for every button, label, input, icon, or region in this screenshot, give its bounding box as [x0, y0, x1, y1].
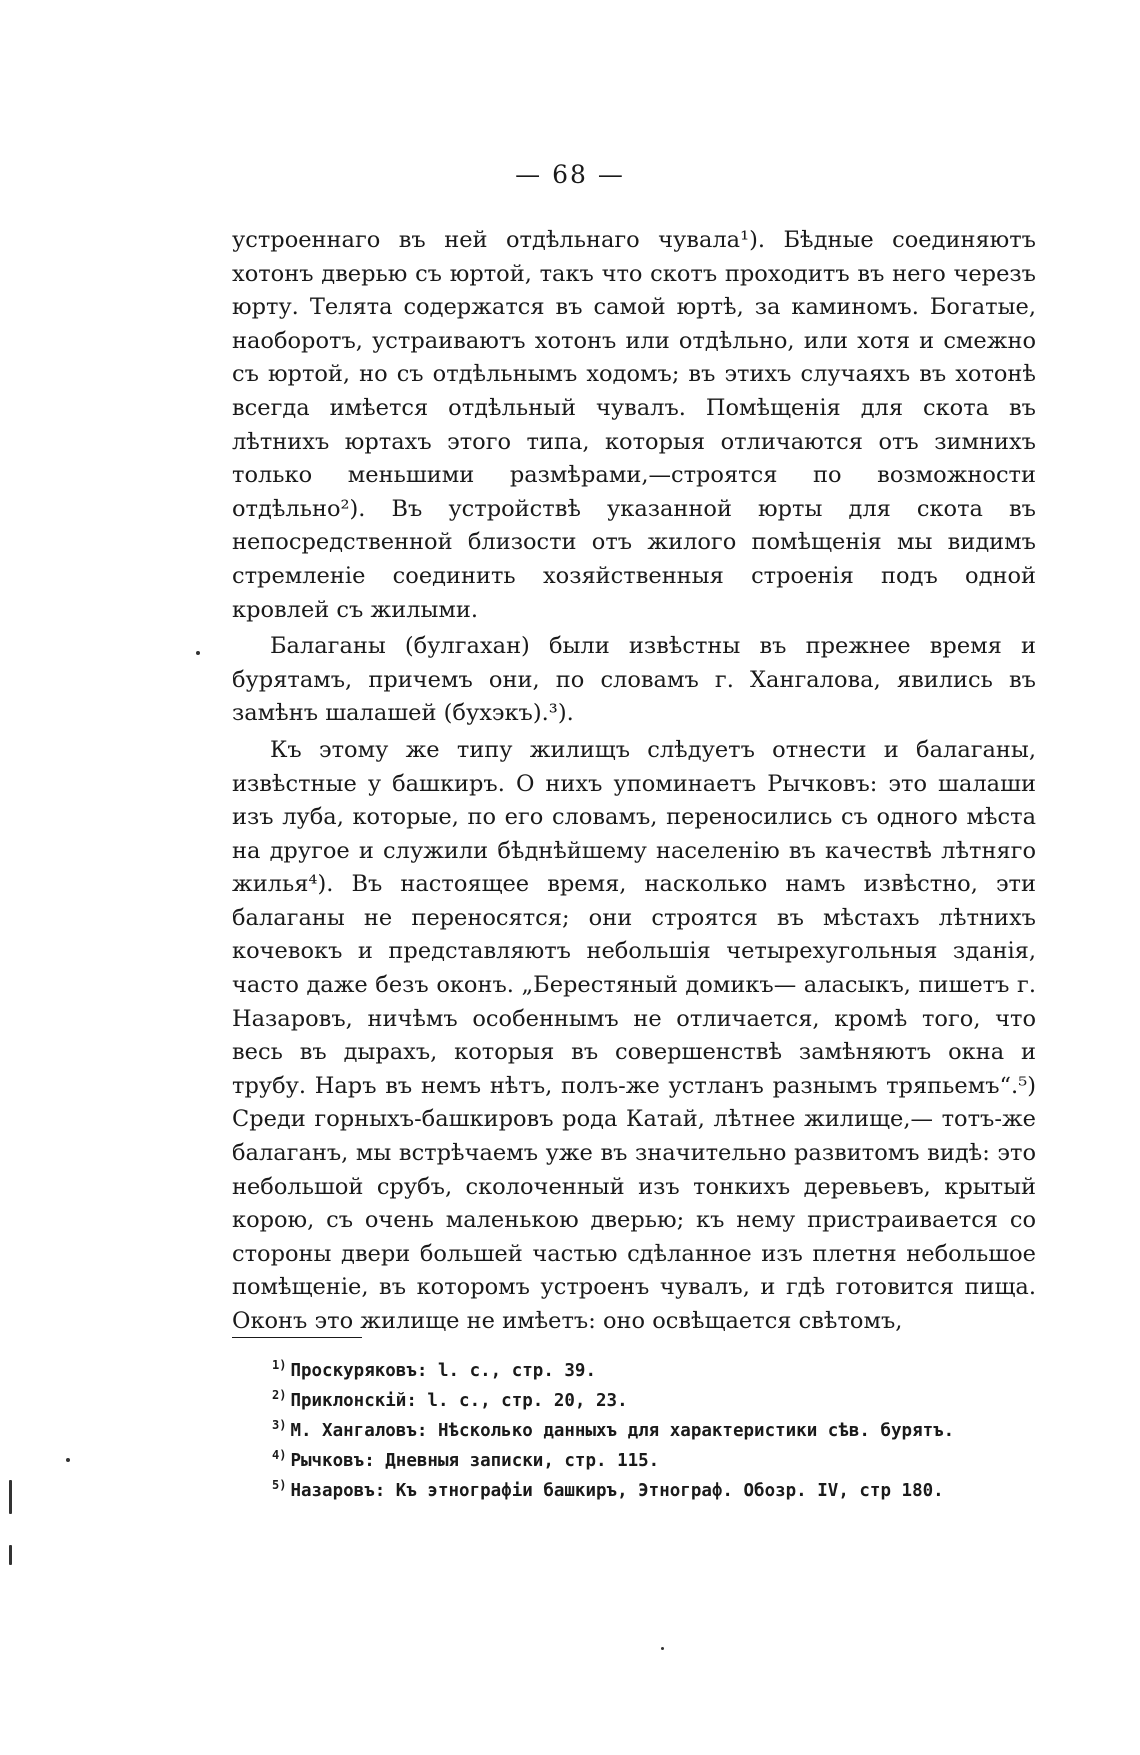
footnote-5 [272, 1476, 1052, 1506]
footnotes [272, 1356, 1052, 1506]
footnote-text: Назаровъ: Къ этнографіи башкиръ, Этнограф. Обозр. IV, стр 180. [290, 1481, 944, 1501]
page-number: — 68 — [515, 160, 625, 189]
scan-speck [66, 1458, 70, 1462]
paragraph-1: устроеннаго въ ней отдѣльнаго чувала¹). Бѣдные соединяютъ хотонъ дверью съ юртой, такъ что скотъ проходитъ въ него черезъ юрту. Телята содержатся въ самой юртѣ, за каминомъ. Богатые, наоборотъ, устраиваютъ хотонъ или отдѣльно, или хотя и смежно съ юртой, но съ отдѣльнымъ ходомъ; въ этихъ случаяхъ въ хотонѣ всегда имѣется отдѣльный чувалъ. Помѣщенія для скота въ лѣтнихъ юртахъ этого типа, которыя отличаются отъ зимнихъ только меньшими размѣрами,—строятся по возможности отдѣльно²). Въ устройствѣ указанной юрты для скота въ непосредственной близости отъ жилого помѣщенія мы видимъ стремленіе соединить хозяйственныя строенія подъ одной кровлей съ жилыми. [232, 227, 1036, 623]
scan-speck [9, 1480, 12, 1514]
footnote-1 [272, 1356, 1052, 1386]
footnote-2 [272, 1386, 1052, 1416]
footnote-mark: 3) [272, 1418, 287, 1433]
footnote-mark: 4) [272, 1448, 287, 1463]
footnote-text: М. Хангаловъ: Нѣсколько данныхъ для характеристики сѣв. бурятъ. [290, 1421, 955, 1441]
scan-speck [9, 1545, 12, 1565]
scan-speck [196, 651, 200, 655]
footnote-text: Рычковъ: Дневныя записки, стр. 115. [290, 1451, 660, 1471]
footnote-mark: 5) [272, 1478, 287, 1493]
footnote-4 [272, 1446, 1052, 1476]
paragraph-3: Къ этому же типу жилищъ слѣдуетъ отнести и балаганы, извѣстные у башкиръ. О нихъ упоминаетъ Рычковъ: это шалаши изъ луба, которые, по его словамъ, переносились съ одного мѣста на другое и служили бѣднѣйшему населенію въ качествѣ лѣтняго жилья⁴). Въ настоящее время, насколько намъ извѣстно, эти балаганы не переносятся; они строятся въ мѣстахъ лѣтнихъ кочевокъ и представляютъ небольшія четырехугольныя зданія, часто даже безъ оконъ. „Берестяный домикъ— аласыкъ, пишетъ г. Назаровъ, ничѣмъ особеннымъ не отличается, кромѣ того, что весь въ дырахъ, которыя въ совершенствѣ замѣняютъ окна и трубу. Наръ въ немъ нѣтъ, полъ-же устланъ разнымъ тряпьемъ“.⁵) Среди горныхъ-башкировъ рода Катай, лѣтнее жилище,— тотъ-же балаганъ, мы встрѣчаемъ уже въ значительно развитомъ видѣ: это небольшой срубъ, сколоченный изъ тонкихъ деревьевъ, крытый корою, съ очень маленькою дверью; къ нему пристраивается со стороны двери большей частью сдѣланное изъ плетня небольшое помѣщеніе, въ которомъ устроенъ чувалъ, и гдѣ готовится пища. Оконъ это жилище не имѣетъ: оно освѣщается свѣтомъ, [232, 736, 1036, 1334]
scan-speck [661, 1647, 664, 1650]
body-text [232, 224, 1036, 1339]
footnote-mark: 2) [272, 1388, 287, 1403]
footnote-mark: 1) [272, 1358, 287, 1373]
footnote-text: Проскуряковъ: l. c., стр. 39. [290, 1361, 596, 1381]
paragraph-2: Балаганы (булгахан) были извѣстны въ прежнее время и бурятамъ, причемъ они, по словамъ г. Хангалова, явились въ замѣнъ шалашей (бухэкъ).³). [232, 633, 1036, 727]
footnote-3 [272, 1416, 1052, 1446]
footnote-separator [232, 1337, 362, 1338]
footnote-text: Приклонскій: l. c., стр. 20, 23. [290, 1391, 628, 1411]
